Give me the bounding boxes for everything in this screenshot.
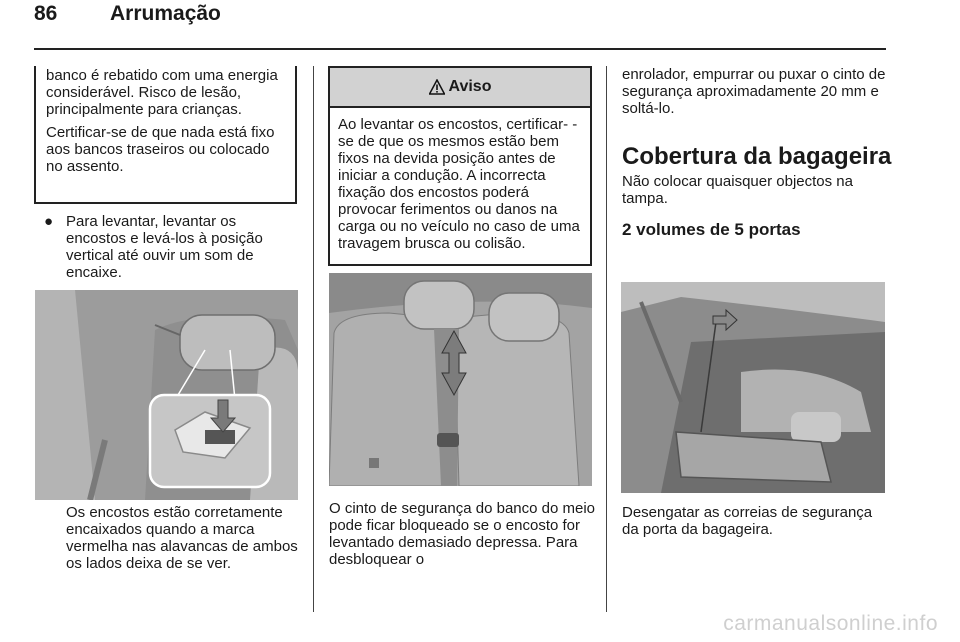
warning-box-continued <box>34 66 297 204</box>
warning-triangle-icon <box>429 79 445 95</box>
luggage-cover-illustration <box>621 282 885 493</box>
intro-text <box>622 66 888 117</box>
header-rule <box>34 48 886 50</box>
warning-text-2: Certificar-se de que nada está fixo aos bancos traseiros ou colocado no assento. <box>46 124 275 175</box>
section-paragraph: Não colocar quaisquer objectos na tampa. <box>622 173 853 207</box>
bullet-item <box>44 213 299 281</box>
column-divider-2 <box>606 66 607 612</box>
page-number: 86 <box>34 2 58 25</box>
bullet-text: Para levantar, levantar os encostos e levá-los à posição vertical até ouvir um som de encaixe. <box>66 213 263 281</box>
headrest-lever-illustration <box>35 290 298 500</box>
warning-body <box>330 108 590 252</box>
caption-headrest <box>66 504 301 572</box>
page-title: Arrumação <box>110 2 221 25</box>
middle-seat-belt-illustration <box>329 273 592 486</box>
warning-box <box>328 66 592 266</box>
luggage-caption-text: Desengatar as correias de segurança da porta da bagageira. <box>622 504 873 538</box>
trunk-drawing <box>621 282 885 493</box>
seat-back-drawing <box>35 290 298 500</box>
warning-text: Ao levantar os encostos, certificar- -se de que os mesmos estão bem fixos na devida posição antes de iniciar a condução. A incorrecta fixação dos encostos poderá provocar ferimentos ou danos na carga ou no veículo no caso de uma travagem brusca ou colisão. <box>338 116 580 252</box>
intro-paragraph: enrolador, empurrar ou puxar o cinto de segurança aproximadamente 20 mm e soltá-lo. <box>622 66 886 117</box>
caption-text: Os encostos estão corretamente encaixados quando a marca vermelha nas alavancas de ambos os lados deixa de se ver. <box>66 504 298 572</box>
warning-title: Aviso <box>448 78 492 95</box>
watermark: carmanualsonline.info <box>723 612 938 635</box>
subsection-heading: 2 volumes de 5 portas <box>622 220 801 239</box>
section-heading: Cobertura da bagageira <box>622 143 892 170</box>
luggage-caption <box>622 504 888 538</box>
seat-belt-text <box>329 500 599 568</box>
warning-text-1: banco é rebatido com uma energia considerável. Risco de lesão, principalmente para crianças. <box>46 67 278 118</box>
rear-seat-drawing <box>329 273 592 486</box>
warning-header <box>330 68 590 108</box>
seat-belt-paragraph: O cinto de segurança do banco do meio pode ficar bloqueado se o encosto for levantado demasiado depressa. Para desbloquear o <box>329 500 596 568</box>
bullet-marker: ● <box>44 213 54 230</box>
section-text <box>622 173 888 207</box>
column-divider-1 <box>313 66 314 612</box>
